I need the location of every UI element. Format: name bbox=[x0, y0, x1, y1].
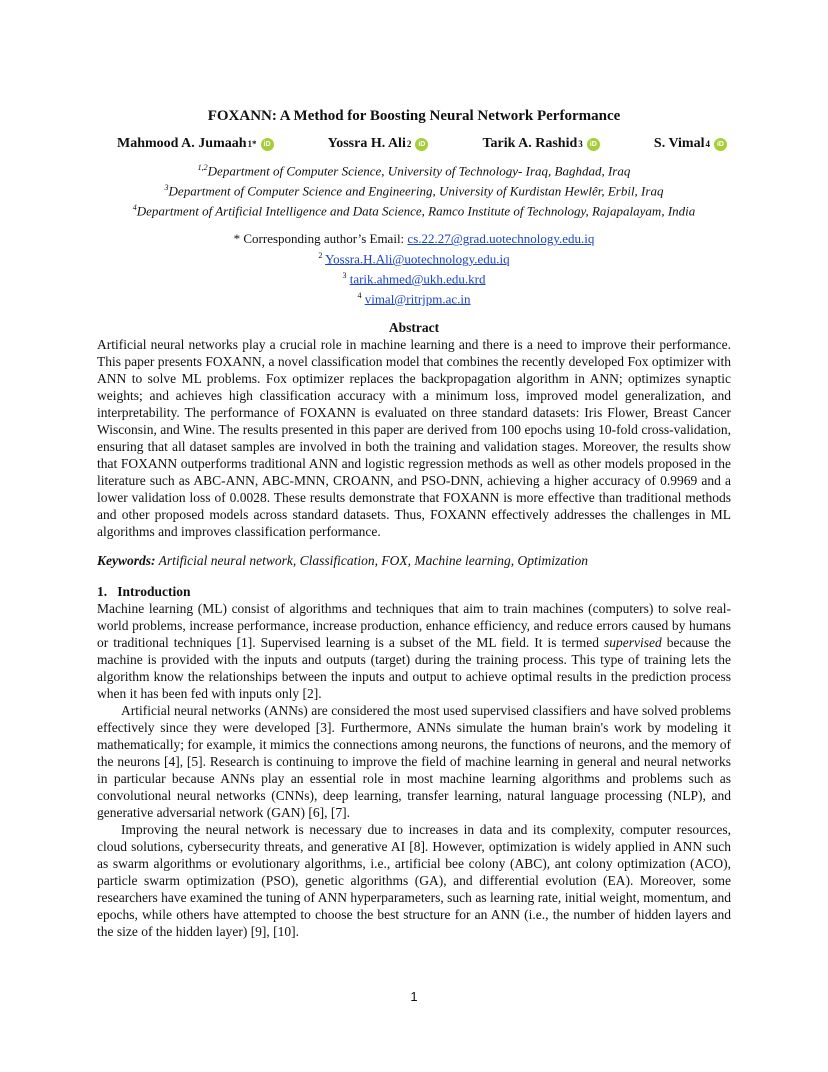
email-line bbox=[97, 288, 731, 308]
email-link[interactable]: cs.22.27@grad.uotechnology.edu.iq bbox=[407, 231, 595, 247]
email-link[interactable]: vimal@ritrjpm.ac.in bbox=[364, 290, 471, 306]
email-sup: 3 bbox=[342, 270, 347, 280]
author-2 bbox=[328, 134, 429, 154]
author-name: Yossra H. Ali bbox=[327, 136, 406, 151]
author-sup: 2 bbox=[406, 139, 412, 149]
author-3 bbox=[482, 134, 599, 154]
email-link[interactable]: Yossra.H.Ali@uotechnology.edu.iq bbox=[325, 251, 510, 267]
intro-paragraph-2: Artificial neural networks (ANNs) are considered the most used supervised classifiers and have solved problems effectively since they were developed [3]. Furthermore, ANNs simulate the human brain's work by modeling it mathematically; for example, it mimics the connections among neurons, the functions of neurons, and the memory of the neurons [4], [5]. Research is continuing to improve the field of machine learning in general and neural networks in particular because ANNs play an essential role in most machine learning algorithms and problems such as convolutional neural networks (CNNs), deep learning, transfer learning, natural language processing (NLP), and generative adversarial network (GAN) [6], [7]. bbox=[97, 703, 731, 821]
author-sup: 4 bbox=[705, 139, 710, 149]
orcid-icon[interactable]: iD bbox=[714, 138, 727, 151]
affiliation-line bbox=[97, 160, 731, 180]
affiliation-text: Department of Artificial Intelligence and Data Science, Ramco Institute of Technology, Rajapalayam, India bbox=[136, 202, 696, 218]
affiliation-sup: 3 bbox=[164, 182, 169, 192]
author-name: S. Vimal bbox=[653, 136, 705, 151]
intro-paragraph-3: Improving the neural network is necessary due to increases in data and its complexity, computer resources, cloud solutions, cybersecurity threats, and generative AI [8]. However, optimization is widely applied in ANN such as swarm algorithms or evolutionary algorithms, i.e., artificial bee colony (ABC), ant colony optimization (ACO), particle swarm optimization (PSO), genetic algorithms (GA), and differential evolution (EA). Moreover, some researchers have examined the tuning of ANN hyperparameters, such as learning rate, initial weight, momentum, and epochs, while others have attempted to choose the best structure for an ANN (i.e., the number of hidden layers and the size of the hidden layer) [9], [10]. bbox=[97, 822, 731, 940]
affiliation-text: Department of Computer Science, University of Technology- Iraq, Baghdad, Iraq bbox=[207, 163, 631, 179]
affiliations bbox=[97, 160, 731, 219]
intro-paragraph-1 bbox=[97, 600, 731, 702]
email-sup: 2 bbox=[318, 250, 323, 260]
keywords bbox=[97, 552, 731, 569]
affiliation-sup: 4 bbox=[132, 202, 137, 212]
emphasis: supervised bbox=[604, 635, 662, 651]
email-line bbox=[97, 231, 731, 248]
author-list bbox=[97, 134, 731, 154]
affiliation-line bbox=[97, 180, 731, 200]
affiliation-line bbox=[97, 200, 731, 220]
corresponding-label: * Corresponding author’s Email: bbox=[233, 231, 408, 247]
text-run: Machine learning (ML) consist of algorithms and techniques that aim to train machines (computers) to solve real-world problems, increase performance, increase production, enhance efficiency, and reduce errors caused by humans or traditional techniques [1]. Supervised learning is a subset of the ML field. It is termed bbox=[97, 601, 731, 651]
paper-page bbox=[97, 106, 731, 940]
email-list bbox=[97, 231, 731, 307]
keywords-label: Keywords: bbox=[97, 553, 156, 569]
author-1 bbox=[117, 134, 274, 154]
email-line bbox=[97, 248, 731, 268]
email-link[interactable]: tarik.ahmed@ukh.edu.krd bbox=[349, 271, 486, 287]
abstract-text: Artificial neural networks play a crucial role in machine learning and there is a need to improve their performance. This paper presents FOXANN, a novel classification model that combines the recently developed Fox optimizer with ANN to solve ML problems. Fox optimizer replaces the backpropagation algorithm in ANN; optimizes synaptic weights; and achieves high classification accuracy with a minimum loss, improved model generalization, and interpretability. The performance of FOXANN is evaluated on three standard datasets: Iris Flower, Breast Cancer Wisconsin, and Wine. The results presented in this paper are derived from 100 epochs using 10-fold cross-validation, ensuring that all dataset samples are involved in both the training and validation stages. Moreover, the results show that FOXANN outperforms traditional ANN and logistic regression methods as well as other models proposed in the literature such as ABC-ANN, ABC-MNN, CROANN, and PSO-DNN, achieving a higher accuracy of 0.9969 and a lower validation loss of 0.0028. These results demonstrate that FOXANN is more effective than traditional methods and other proposed models across standard datasets. Thus, FOXANN effectively addresses the challenges in ML algorithms and improves classification performance. bbox=[97, 337, 731, 540]
orcid-icon[interactable]: iD bbox=[587, 138, 600, 151]
orcid-icon[interactable]: iD bbox=[415, 138, 428, 151]
orcid-icon[interactable]: iD bbox=[261, 138, 274, 151]
paper-title: FOXANN: A Method for Boosting Neural Network Performance bbox=[207, 108, 621, 124]
author-sup: 3 bbox=[578, 139, 583, 149]
author-name: Mahmood A. Jumaah bbox=[117, 136, 247, 151]
affiliation-text: Department of Computer Science and Engineering, University of Kurdistan Hewlêr, Erbil, Iraq bbox=[168, 183, 664, 199]
author-sup: 1* bbox=[247, 139, 257, 149]
author-4 bbox=[654, 134, 727, 154]
keywords-text: Artificial neural network, Classification, FOX, Machine learning, Optimization bbox=[155, 553, 588, 569]
text-run: because the machine is provided with the inputs and outputs (target) during the training process. This type of training lets the algorithm know the relationships between the inputs and output to achieve optimal results in the prediction process when it has been fed with inputs only [2]. bbox=[97, 635, 731, 702]
author-name: Tarik A. Rashid bbox=[482, 136, 578, 151]
section-heading: 1. Introduction bbox=[97, 584, 191, 600]
email-line bbox=[97, 268, 731, 288]
affiliation-sup: 1,2 bbox=[197, 163, 208, 172]
page-number: 1 bbox=[410, 989, 418, 1004]
email-sup: 4 bbox=[357, 290, 362, 300]
abstract-heading: Abstract bbox=[388, 320, 440, 336]
